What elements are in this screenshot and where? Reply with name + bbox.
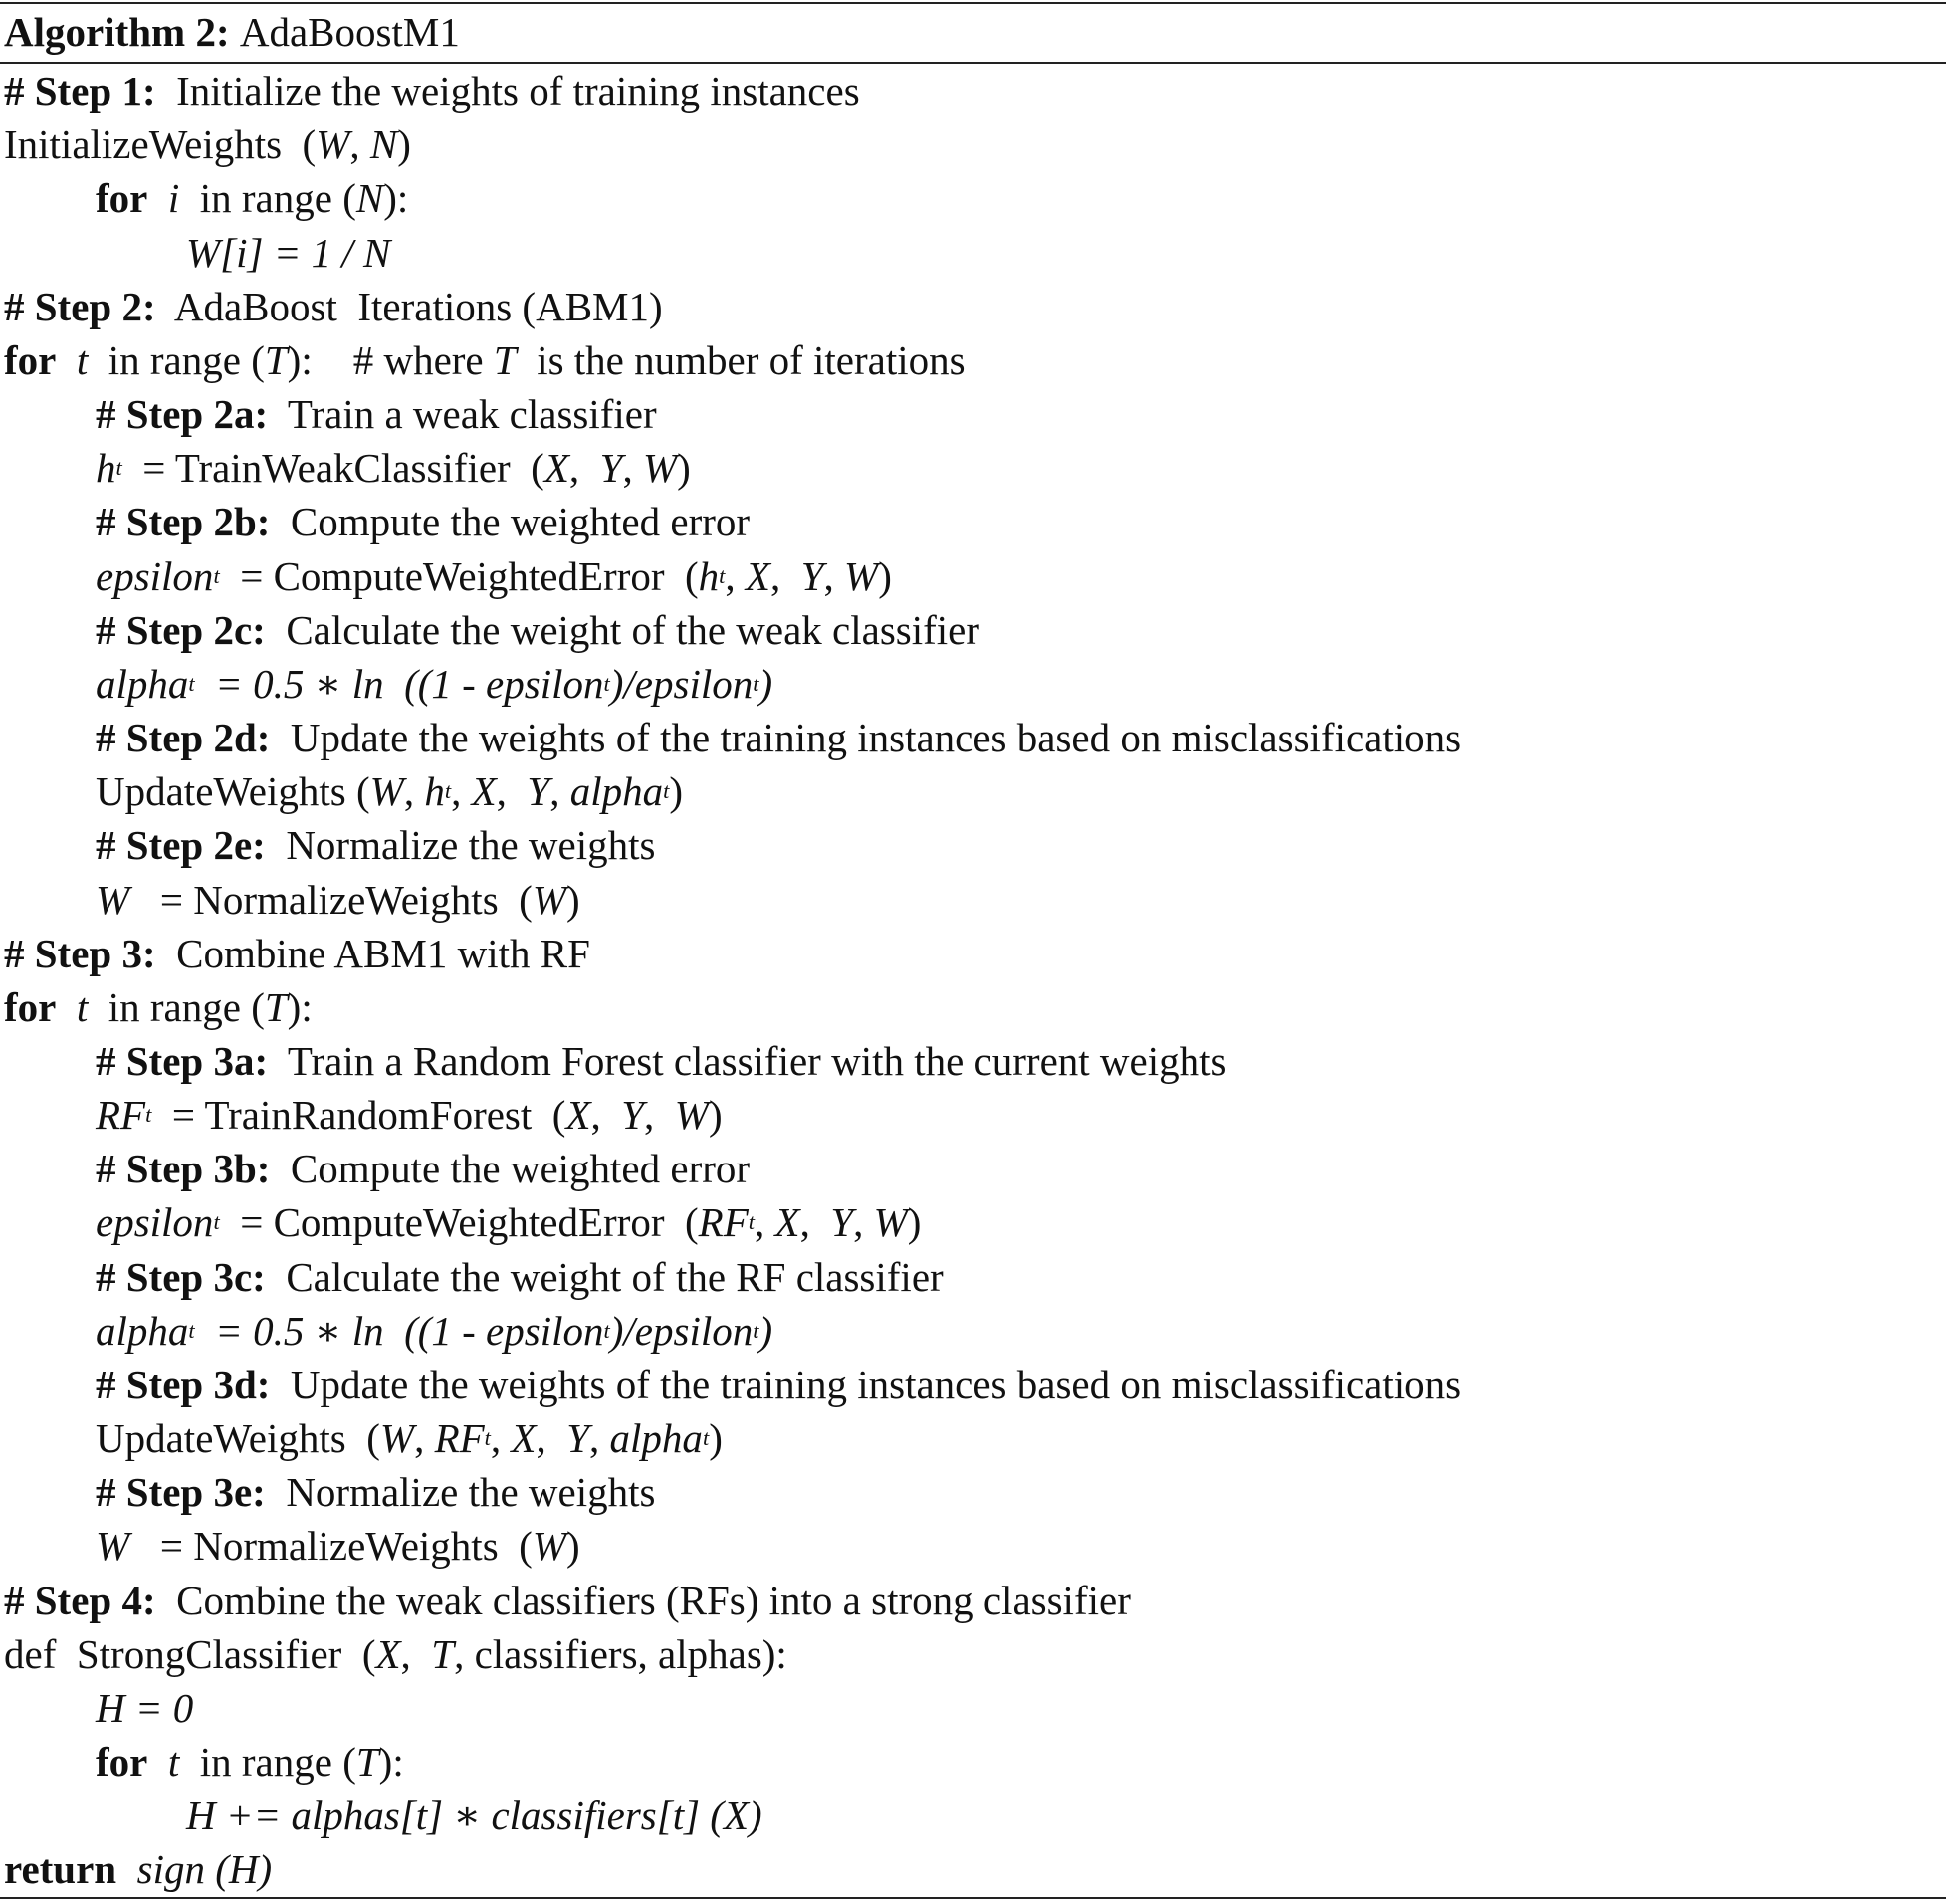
math-symbol: Y <box>527 768 550 815</box>
math-symbol: W <box>96 876 130 923</box>
math-symbol: ) <box>758 1307 773 1354</box>
math-symbol: W <box>674 1092 709 1139</box>
code-line <box>0 171 1946 225</box>
code-line <box>0 387 1946 441</box>
math-symbol: = 0.5 ∗ ln ((1 - epsilon <box>194 1307 604 1354</box>
code-text: ) <box>878 552 892 599</box>
code-text: Initialize the weights of training instances <box>155 68 860 114</box>
keyword: # Step 2e: <box>96 822 266 869</box>
code-text: def StrongClassifier ( <box>4 1630 376 1677</box>
code-text: UpdateWeights ( <box>96 768 370 815</box>
code-line <box>0 1465 1946 1519</box>
code-text: , <box>799 1199 831 1246</box>
math-symbol: T <box>431 1630 455 1677</box>
algorithm-title <box>4 4 460 60</box>
code-line <box>0 117 1946 171</box>
math-symbol: W <box>379 1415 415 1462</box>
code-text: = ComputeWeightedError ( <box>219 552 699 599</box>
math-symbol: W <box>532 876 566 923</box>
math-symbol: X <box>745 552 770 599</box>
keyword: for <box>96 1739 148 1785</box>
keyword: # Step 2c: <box>96 606 266 653</box>
math-symbol: t <box>76 336 89 383</box>
code-text: = NormalizeWeights ( <box>129 876 533 923</box>
math-symbol: Y <box>830 1199 854 1246</box>
code-text: Normalize the weights <box>265 1469 656 1516</box>
math-symbol: Y <box>599 445 623 492</box>
code-line: h t = TrainWeakClassifier ( X , Y , W ) <box>0 441 1946 495</box>
keyword: # Step 1: <box>4 68 156 114</box>
code-line <box>0 64 1946 117</box>
code-line <box>0 1842 1946 1896</box>
code-text: ): <box>378 1739 404 1785</box>
code-line <box>0 1627 1946 1681</box>
keyword: # Step 3b: <box>96 1146 271 1192</box>
code-text: Train a weak classifier <box>268 391 657 438</box>
code-text: ) <box>677 445 691 492</box>
keyword: # Step 3: <box>4 930 156 976</box>
math-symbol: W <box>844 552 879 599</box>
code-text: in range ( <box>88 983 265 1030</box>
code-line <box>0 1142 1946 1195</box>
code-text: Normalize the weights <box>265 822 656 869</box>
keyword: # Step 3e: <box>96 1469 266 1516</box>
code-text <box>147 171 168 225</box>
title-gap <box>230 8 240 56</box>
code-text: , <box>349 121 370 168</box>
code-line <box>0 226 1946 280</box>
code-text: , <box>490 1415 512 1462</box>
math-symbol: W <box>642 445 678 492</box>
math-symbol: epsilon <box>96 1199 214 1246</box>
code-line <box>0 333 1946 387</box>
math-symbol: t <box>167 1739 180 1785</box>
code-text: ) <box>708 1092 723 1139</box>
keyword: # Step 3d: <box>96 1361 271 1407</box>
code-text: in range ( <box>179 175 356 222</box>
code-line <box>0 1789 1946 1842</box>
code-line <box>0 927 1946 980</box>
code-text: ): <box>383 175 409 222</box>
code-text: ) <box>565 1523 580 1570</box>
math-symbol: alpha <box>609 1415 703 1462</box>
code-text: ) <box>565 876 580 923</box>
keyword: for <box>96 175 148 222</box>
code-line <box>0 1358 1946 1411</box>
code-text <box>56 980 77 1034</box>
math-symbol: W <box>369 768 404 815</box>
code-text: is the number of iterations <box>516 336 966 383</box>
code-line: alpha t = 0.5 ∗ ln ((1 - epsilon t )/epsilon t ) <box>0 1304 1946 1358</box>
math-symbol: h <box>424 768 445 815</box>
math-symbol: W <box>96 1523 130 1570</box>
pseudocode-body <box>0 64 1946 1897</box>
code-line <box>0 1681 1946 1735</box>
code-line <box>0 873 1946 927</box>
math-symbol: Y <box>621 1092 645 1139</box>
code-line <box>0 711 1946 764</box>
code-text: , <box>549 768 570 815</box>
code-text: , <box>769 552 801 599</box>
code-text: Calculate the weight of the RF classifier <box>265 1253 944 1300</box>
math-symbol: alpha <box>569 768 664 815</box>
algorithm-label: Algorithm 2: <box>4 9 230 55</box>
code-text: , <box>755 1199 775 1246</box>
math-symbol: N <box>355 175 384 222</box>
code-line: RF t = TrainRandomForest ( X , Y , W ) <box>0 1088 1946 1142</box>
keyword: # Step 4: <box>4 1577 156 1623</box>
keyword: return <box>4 1846 117 1893</box>
code-text: ) <box>397 121 411 168</box>
keyword: # Step 2d: <box>96 715 271 761</box>
code-text: , <box>496 768 528 815</box>
math-symbol: X <box>543 445 569 492</box>
math-symbol: epsilon <box>96 552 214 599</box>
keyword: for <box>4 983 57 1030</box>
code-line <box>0 980 1946 1034</box>
code-line: UpdateWeights ( W , RF t , X , Y , alpha t ) <box>0 1411 1946 1465</box>
math-symbol: RF <box>434 1415 485 1462</box>
code-line <box>0 1574 1946 1627</box>
code-text: = ComputeWeightedError ( <box>219 1199 699 1246</box>
code-text: = TrainRandomForest ( <box>151 1092 566 1139</box>
math-symbol: X <box>565 1092 591 1139</box>
code-text: , classifiers, alphas): <box>454 1630 787 1677</box>
math-symbol: W <box>873 1199 908 1246</box>
code-line <box>0 280 1946 333</box>
code-line: epsilon t = ComputeWeightedError ( h t , X , Y , W ) <box>0 549 1946 603</box>
code-text: Update the weights of the training instances based on misclassifications <box>270 715 1462 761</box>
math-symbol: T <box>493 336 517 383</box>
math-symbol: h <box>698 552 720 599</box>
math-symbol: H += alphas[t] ∗ classifiers[t] (X) <box>186 1793 762 1839</box>
code-text: Combine ABM1 with RF <box>155 930 590 976</box>
math-symbol: RF <box>698 1199 749 1246</box>
code-text: , <box>853 1199 874 1246</box>
code-text: Compute the weighted error <box>270 1146 751 1192</box>
code-text: Update the weights of the training instances based on misclassifications <box>270 1361 1462 1407</box>
code-line: epsilon t = ComputeWeightedError ( RF t , X , Y , W ) <box>0 1195 1946 1249</box>
code-text: Compute the weighted error <box>270 499 751 545</box>
code-line <box>0 1250 1946 1304</box>
code-text: , <box>589 1415 610 1462</box>
code-text: Combine the weak classifiers (RFs) into a strong classifier <box>155 1577 1131 1623</box>
code-line <box>0 1034 1946 1088</box>
code-text: Calculate the weight of the weak classifier <box>265 606 980 653</box>
math-symbol: alpha <box>96 1307 189 1354</box>
keyword: # Step 2: <box>4 283 156 329</box>
math-symbol: N <box>369 121 398 168</box>
math-symbol: RF <box>96 1092 146 1139</box>
code-text: AdaBoost Iterations (ABM1) <box>155 283 663 329</box>
code-text: Train a Random Forest classifier with the current weights <box>268 1037 1227 1084</box>
keyword: # Step 3a: <box>96 1037 269 1084</box>
code-text: in range ( <box>179 1739 356 1785</box>
code-line <box>0 495 1946 548</box>
code-line: alpha t = 0.5 ∗ ln ((1 - epsilon t )/epsilon t ) <box>0 657 1946 711</box>
math-symbol: X <box>375 1630 401 1677</box>
math-symbol: Y <box>566 1415 590 1462</box>
keyword: for <box>4 336 57 383</box>
math-symbol: W <box>532 1523 566 1570</box>
math-symbol: h <box>96 445 116 492</box>
code-text: , <box>414 1415 435 1462</box>
math-symbol: W[i] = 1 / N <box>186 229 391 276</box>
math-symbol: ) <box>758 660 773 707</box>
keyword: # Step 3c: <box>96 1253 266 1300</box>
code-line <box>0 1735 1946 1789</box>
keyword: # Step 2b: <box>96 499 271 545</box>
math-symbol: i <box>167 175 180 222</box>
code-text <box>147 1735 168 1789</box>
bottom-rule <box>0 1897 1946 1899</box>
math-symbol: )/epsilon <box>609 660 754 707</box>
code-text: , <box>451 768 472 815</box>
math-symbol: )/epsilon <box>609 1307 754 1354</box>
code-text <box>56 333 77 387</box>
code-text: , <box>644 1092 675 1139</box>
code-text: ): <box>287 983 313 1030</box>
code-text: , <box>590 1092 622 1139</box>
code-text: = TrainWeakClassifier ( <box>121 445 544 492</box>
math-symbol: W <box>316 121 350 168</box>
code-text: ): # where <box>287 336 494 383</box>
math-symbol: H = 0 <box>96 1684 194 1731</box>
math-symbol: X <box>471 768 497 815</box>
math-symbol: = 0.5 ∗ ln ((1 - epsilon <box>194 660 604 707</box>
math-symbol: T <box>264 983 288 1030</box>
math-symbol: t <box>76 983 89 1030</box>
code-line <box>0 1519 1946 1573</box>
code-line: UpdateWeights ( W , h t , X , Y , alpha t ) <box>0 764 1946 818</box>
code-text: UpdateWeights ( <box>96 1415 380 1462</box>
code-text: = NormalizeWeights ( <box>129 1523 533 1570</box>
math-symbol: sign (H) <box>136 1846 273 1893</box>
code-text: ) <box>669 768 684 815</box>
code-text: , <box>536 1415 567 1462</box>
math-symbol: Y <box>800 552 824 599</box>
code-text: , <box>403 768 425 815</box>
code-line <box>0 603 1946 657</box>
code-text: , <box>622 445 643 492</box>
math-symbol: T <box>264 336 288 383</box>
code-line <box>0 818 1946 872</box>
code-text: InitializeWeights ( <box>4 121 317 168</box>
code-text: , <box>725 552 746 599</box>
keyword: # Step 2a: <box>96 391 269 438</box>
code-text: ) <box>709 1415 723 1462</box>
code-text: , <box>568 445 600 492</box>
algorithm-name: AdaBoostM1 <box>239 9 460 55</box>
math-symbol: T <box>355 1739 379 1785</box>
code-text: , <box>823 552 845 599</box>
code-text: in range ( <box>88 336 265 383</box>
code-text <box>116 1842 137 1896</box>
code-text: ) <box>907 1199 922 1246</box>
code-text: , <box>400 1630 432 1677</box>
math-symbol: X <box>511 1415 537 1462</box>
math-symbol: X <box>774 1199 800 1246</box>
math-symbol: alpha <box>96 660 189 707</box>
